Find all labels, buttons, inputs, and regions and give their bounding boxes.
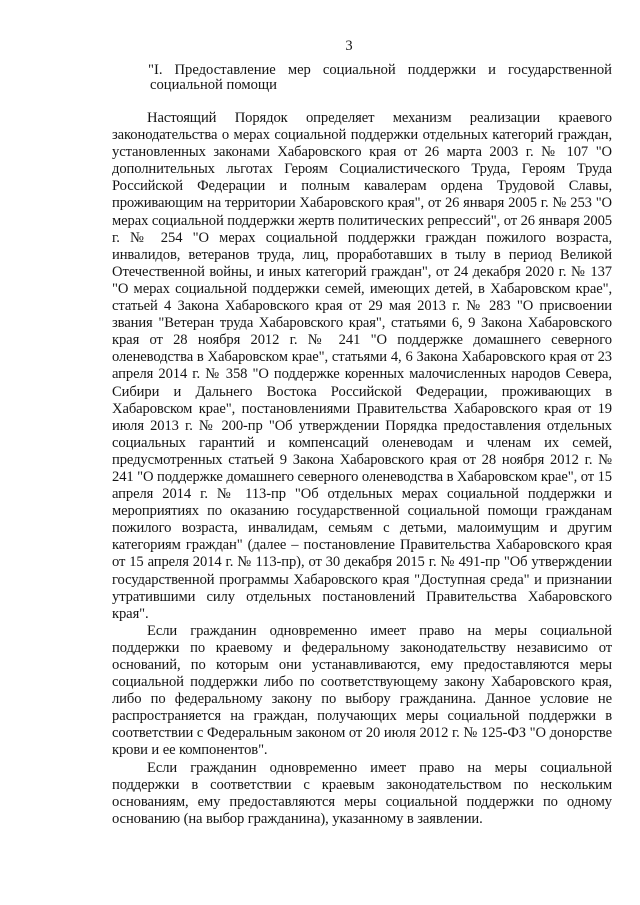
- section-heading: "I. Предоставление мер социальной поддержки и государственной социальной помощи: [148, 62, 612, 93]
- paragraph-multiple-grounds: Если гражданин одновременно имеет право на меры социальной поддержки в соответствии с краевым законодательством по нескольким основаниям, ему предоставляются меры социальной поддержки по одному основанию (на выбор гражданина), указанному в заявлении.: [112, 759, 612, 827]
- paragraph-choice-of-law: Если гражданин одновременно имеет право на меры социальной поддержки по краевому и федеральному законодательству независимо от оснований, по которым они устанавливаются, ему предоставляются меры социальной поддержки либо по соответствующему закону Хабаровского края, либо по федеральному закону по выбору гражданина. Данное условие не распространяется на граждан, получающих меры социальной поддержки в соответствии с Федеральным законом от 20 июля 2012 г. № 125-ФЗ "О донорстве крови и ее компонентов".: [112, 622, 612, 759]
- paragraph-legal-basis: Настоящий Порядок определяет механизм реализации краевого законодательства о мерах социальной поддержки отдельных категорий граждан, установленных законами Хабаровского края от 26 марта 2003 г. № 107 "О дополнительных льготах Героям Социалистического Труда, Героям Труда Российской Федерации и полным кавалерам ордена Трудовой Славы, проживающим на территории Хабаровского края", от 26 января 2005 г. № 253 "О мерах социальной поддержки жертв политических репрессий", от 26 января 2005 г. № 254 "О мерах социальной поддержки граждан пожилого возраста, инвалидов, ветеранов труда, лиц, проработавших в тылу в период Великой Отечественной войны, и иных категорий граждан", от 24 декабря 2020 г. № 137 "О мерах социальной поддержки семей, имеющих детей, в Хабаровском крае", статьей 4 Закона Хабаровского края от 29 мая 2013 г. № 283 "О присвоении звания "Ветеран труда Хабаровского края", статьями 6, 9 Закона Хабаровского края от 28 ноября 2012 г. № 241 "О поддержке домашнего северного оленеводства в Хабаровском крае", статьями 4, 6 Закона Хабаровского края от 23 апреля 2014 г. № 358 "О поддержке коренных малочисленных народов Севера, Сибири и Дальнего Востока Российской Федерации, проживающих в Хабаровском крае", постановлениями Правительства Хабаровского края от 19 июля 2013 г. № 200-пр "Об утверждении Порядка предоставления отдельных социальных гарантий и компенсаций оленеводам и членам их семей, предусмотренных статьей 9 Закона Хабаровского края от 28 ноября 2012 г. № 241 "О поддержке домашнего северного оленеводства в Хабаровском крае", от 15 апреля 2014 г. № 113-пр "Об отдельных мерах социальной поддержки и мероприятиях по оказанию государственной социальной помощи гражданам пожилого возраста, инвалидам, семьям с детьми, малоимущим и другим категориям граждан" (далее – постановление Правительства Хабаровского края от 15 апреля 2014 г. № 113-пр), от 30 декабря 2015 г. № 491-пр "Об утверждении государственной программы Хабаровского края "Доступная среда" и признании утратившими силу отдельных постановлений Правительства Хабаровского края".: [112, 110, 612, 622]
- body-text: [112, 110, 612, 828]
- page-number: 3: [345, 38, 353, 54]
